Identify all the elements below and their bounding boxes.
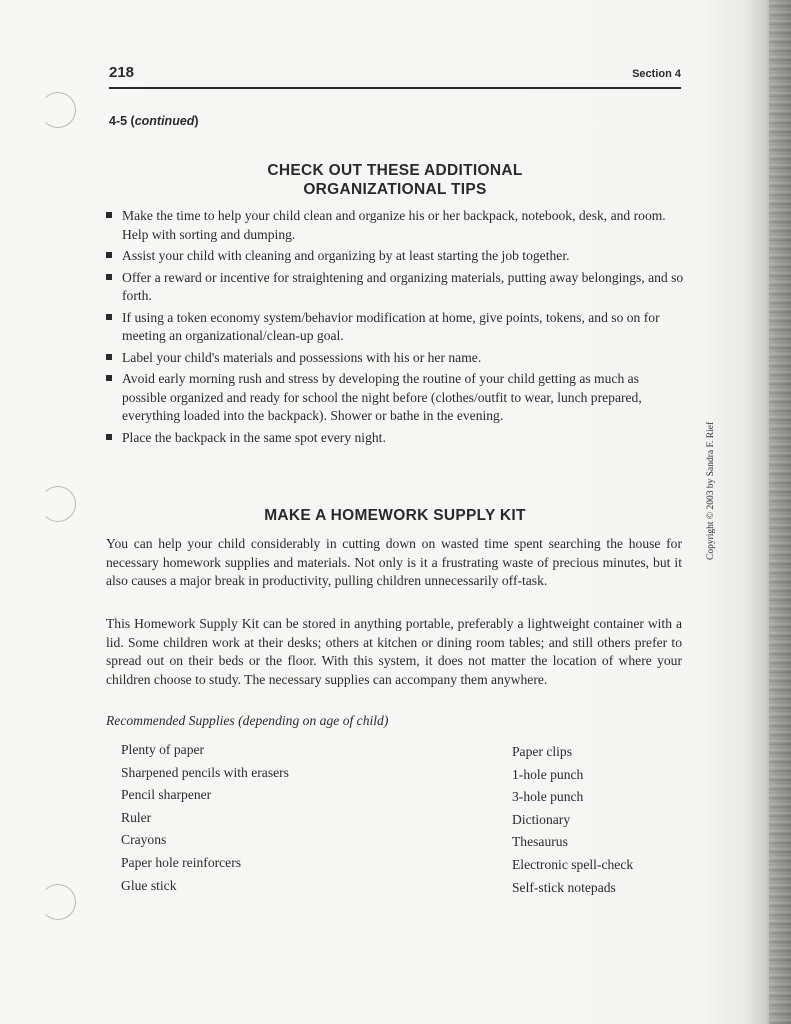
- bullet-icon: [106, 212, 112, 218]
- supply-item: Glue stick: [121, 877, 177, 893]
- supply-item: Paper clips: [512, 744, 573, 759]
- tip-text: Assist your child with cleaning and organizing by at least starting the job together.: [122, 248, 570, 263]
- supply-item: Self-stick notepads: [512, 879, 616, 895]
- tip-text: If using a token economy system/behavior modification at home, give points, tokens, and so on for meeting an organizational/clean-up goal.: [122, 309, 660, 343]
- section-label: Section 4: [632, 68, 681, 80]
- homework-kit-heading: MAKE A HOMEWORK SUPPLY KIT: [264, 507, 526, 524]
- tip-item: [106, 429, 684, 448]
- supply-item: Plenty of paper: [121, 742, 205, 757]
- tips-heading-line1: CHECK OUT THESE ADDITIONAL: [267, 162, 523, 179]
- tips-heading: [109, 161, 681, 199]
- supplies-heading: Recommended Supplies (depending on age of child): [106, 713, 389, 728]
- binder-hole-middle: [40, 486, 76, 522]
- tip-item: [106, 349, 684, 368]
- supply-item: Pencil sharpener: [121, 787, 212, 803]
- bullet-icon: [106, 375, 112, 381]
- continued-label: [109, 114, 199, 128]
- page-number: 218: [109, 64, 135, 81]
- bullet-icon: [106, 252, 112, 258]
- supply-item: 3-hole punch: [512, 789, 584, 805]
- page-header: [109, 64, 681, 86]
- supply-item: 1-hole punch: [512, 766, 584, 782]
- tips-list: [106, 207, 684, 450]
- binder-hole-top: [40, 92, 76, 128]
- bullet-icon: [106, 354, 112, 360]
- supplies-list-left: [121, 739, 289, 897]
- supply-item: Sharpened pencils with erasers: [121, 764, 289, 780]
- supply-item: Paper hole reinforcers: [121, 854, 242, 870]
- tip-item: [106, 269, 684, 306]
- supplies-list-right: [512, 741, 633, 899]
- supply-item: Electronic spell-check: [512, 856, 634, 872]
- supply-item: Crayons: [121, 832, 167, 848]
- tip-text: Make the time to help your child clean and organize his or her backpack, notebook, desk, and room. Help with sorting and dumping.: [122, 208, 666, 242]
- bullet-icon: [106, 314, 112, 320]
- tip-text: Label your child's materials and possessions with his or her name.: [122, 349, 482, 365]
- supply-item: Ruler: [121, 809, 152, 825]
- tip-item: [106, 370, 684, 426]
- tip-text: Avoid early morning rush and stress by developing the routine of your child getting as much as possible organized and ready for school the night before (clothes/outfit to wear, lunch prepared, everything loaded into the backpack). Shower or bathe in the evening.: [122, 371, 642, 423]
- page-edge-shadow: [769, 0, 791, 1024]
- tip-item: [106, 247, 684, 266]
- homework-kit-paragraph-2: This Homework Supply Kit can be stored in anything portable, preferably a lightweight container with a lid. Some children work at their desks; others at kitchen or dining room tables; and still others prefer to spread out on their beds or the floor. With this system, it does not matter the location of where your children choose to study. The necessary supplies can accompany them anywhere.: [106, 616, 682, 687]
- supply-item: Dictionary: [512, 811, 571, 827]
- continued-italic: continued: [134, 114, 195, 128]
- tip-item: [106, 309, 684, 346]
- header-rule: [109, 87, 681, 89]
- tip-item: [106, 207, 684, 244]
- homework-kit-paragraph-1: You can help your child considerably in cutting down on wasted time spent searching the house for necessary homework supplies and materials. Not only is it a frustrating waste of precious minutes, but it also causes a major break in productivity, pulling children unnecessarily off-task.: [106, 536, 682, 588]
- supply-item: Thesaurus: [512, 834, 568, 850]
- copyright-notice: Copyright © 2003 by Sandra F. Rief: [706, 421, 716, 560]
- continued-suffix: ): [194, 114, 199, 128]
- bullet-icon: [106, 434, 112, 440]
- tip-text: Place the backpack in the same spot every night.: [122, 429, 386, 445]
- bullet-icon: [106, 274, 112, 280]
- binder-hole-bottom: [40, 884, 76, 920]
- tips-heading-line2: ORGANIZATIONAL TIPS: [303, 181, 487, 198]
- tip-text: Offer a reward or incentive for straightening and organizing materials, putting away belongings, and so forth.: [122, 269, 684, 303]
- continued-prefix: 4-5 (: [109, 114, 135, 128]
